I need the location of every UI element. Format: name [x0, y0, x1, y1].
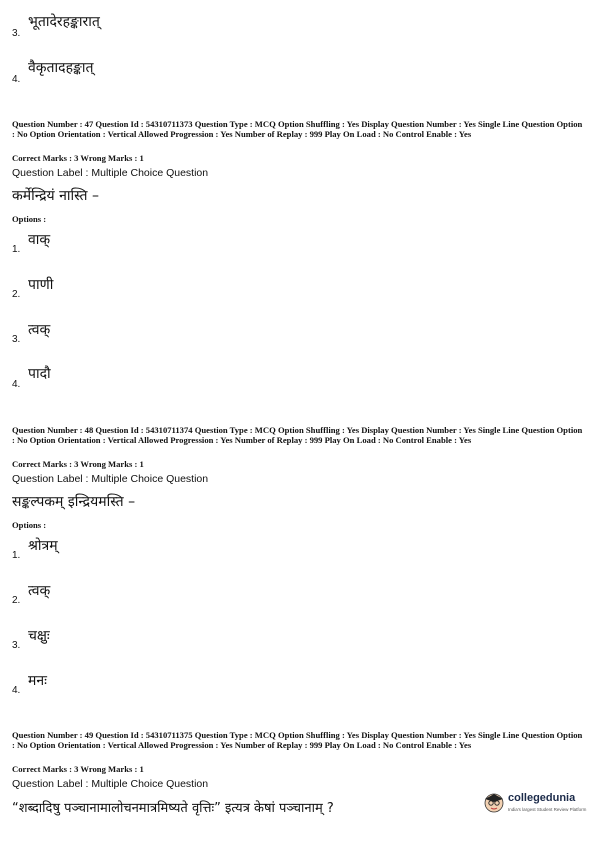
option-text: चक्षुः [28, 628, 50, 644]
question-meta: Question Number : 49 Question Id : 54310711375 Question Type : MCQ Option Shuffling : Yes Display Question Number : Yes Single Line Question Option : No Option Orientation : Vertical Allowed Progression : Yes Number of Replay : 999 Play On Load : No Control Enable : Yes [12, 730, 583, 750]
option-text: पादौ [28, 366, 51, 382]
option-text: मनः [28, 673, 47, 689]
option-number: 4. [12, 74, 21, 85]
option-number: 4. [12, 379, 21, 390]
option-number: 3. [12, 334, 21, 345]
option-number: 3. [12, 640, 21, 651]
option-number: 1. [12, 244, 21, 255]
option-text: पाणी [28, 277, 54, 293]
question-marks: Correct Marks : 3 Wrong Marks : 1 [12, 153, 144, 163]
question-label: Question Label : Multiple Choice Question [12, 167, 209, 179]
question-marks: Correct Marks : 3 Wrong Marks : 1 [12, 764, 144, 774]
option-number: 2. [12, 595, 21, 606]
question-label: Question Label : Multiple Choice Question [12, 778, 209, 790]
brand-tagline: India's largest Student Review Platform [508, 807, 587, 812]
option-text: त्वक् [28, 322, 51, 338]
option-text: त्वक् [28, 583, 51, 599]
option-number: 3. [12, 28, 21, 39]
question-text: कर्मेन्द्रियं नास्ति – [12, 188, 99, 204]
option-text: भूतादेरहङ्कारात् [28, 14, 100, 30]
question-meta: Question Number : 48 Question Id : 54310711374 Question Type : MCQ Option Shuffling : Yes Display Question Number : Yes Single Line Question Option : No Option Orientation : Vertical Allowed Progression : Yes Number of Replay : 999 Play On Load : No Control Enable : Yes [12, 425, 583, 445]
question-marks: Correct Marks : 3 Wrong Marks : 1 [12, 459, 144, 469]
question-label: Question Label : Multiple Choice Question [12, 473, 209, 485]
question-text: सङ्कल्पकम् इन्द्रियमस्ति – [12, 494, 136, 510]
options-heading: Options : [12, 520, 47, 530]
option-number: 2. [12, 289, 21, 300]
collegedunia-watermark [482, 790, 587, 818]
option-text: वैकृतादहङ्कात् [28, 60, 94, 76]
option-text: वाक् [28, 232, 51, 248]
option-number: 1. [12, 550, 21, 561]
option-number: 4. [12, 685, 21, 696]
question-meta: Question Number : 47 Question Id : 54310711373 Question Type : MCQ Option Shuffling : Yes Display Question Number : Yes Single Line Question Option : No Option Orientation : Vertical Allowed Progression : Yes Number of Replay : 999 Play On Load : No Control Enable : Yes [12, 119, 583, 139]
options-heading: Options : [12, 214, 47, 224]
brand-name: collegedunia [508, 792, 576, 804]
mascot-logo-icon [482, 790, 506, 814]
option-text: श्रोत्रम् [28, 538, 58, 554]
question-text: “शब्दादिषु पञ्चानामालोचनमात्रमिष्यते वृत्तिः” इत्यत्र केषां पञ्चानाम् ? [12, 801, 334, 816]
